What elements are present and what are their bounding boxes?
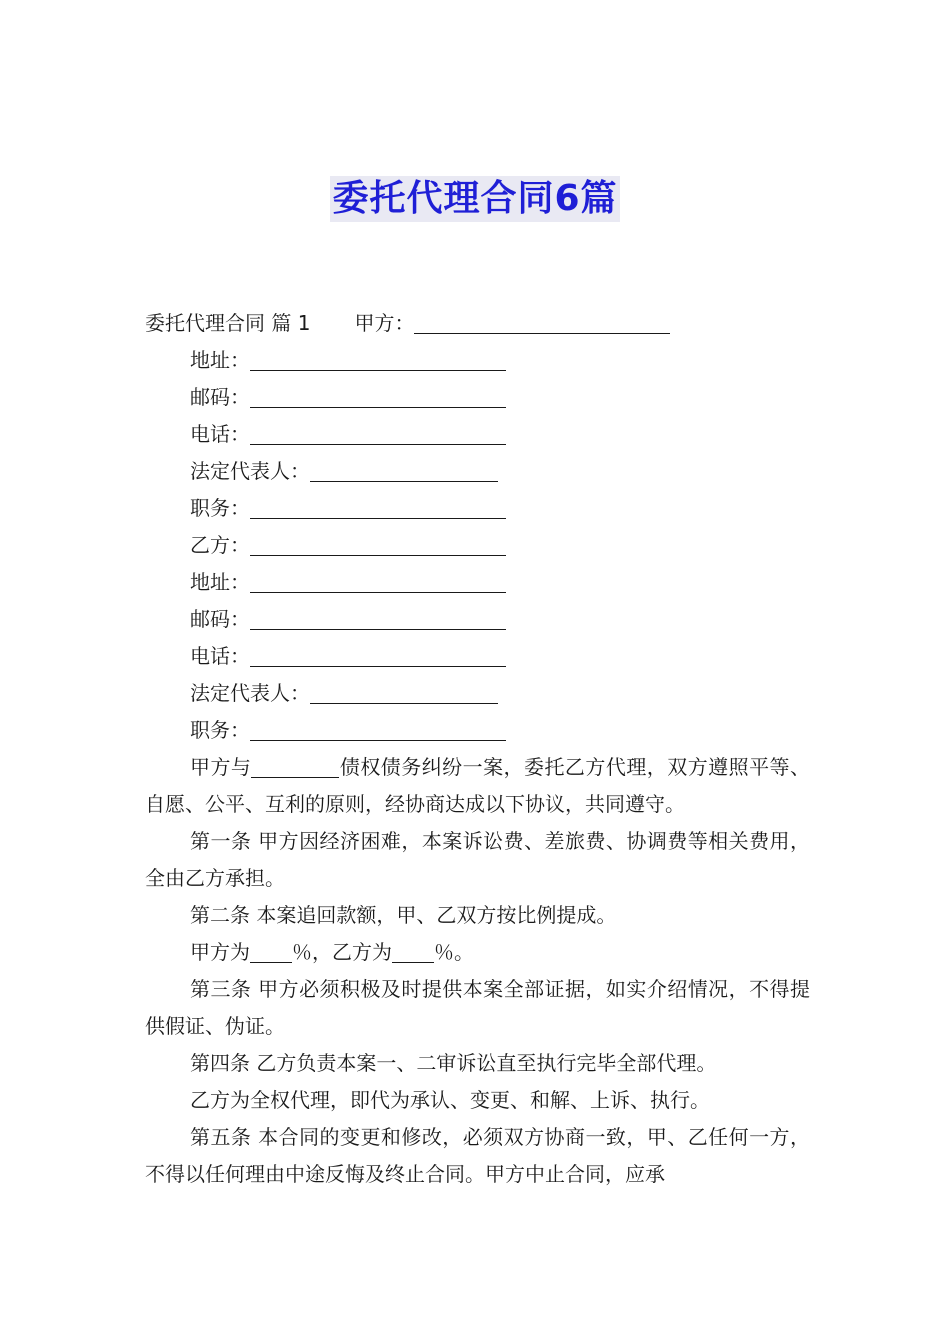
party-a-representative-line	[145, 453, 810, 490]
title-area	[0, 176, 950, 222]
field-blank[interactable]	[250, 496, 506, 519]
field-label: 法定代表人：	[190, 681, 310, 705]
party-a-blank[interactable]	[414, 311, 670, 334]
document-title: 委托代理合同6篇	[330, 176, 619, 222]
field-blank[interactable]	[250, 348, 506, 371]
field-label: 职务：	[190, 496, 250, 520]
paragraph-article-1: 第一条 甲方因经济困难，本案诉讼费、差旅费、协调费等相关费用，全由乙方承担。	[145, 829, 810, 890]
field-label: 乙方：	[190, 533, 250, 557]
paragraph-text: 甲方与	[190, 755, 252, 779]
field-label: 邮码：	[190, 607, 250, 631]
field-label: 法定代表人：	[190, 459, 310, 483]
party-a-position-line	[145, 490, 810, 527]
party-a-phone-line	[145, 416, 810, 453]
party-a-address-line	[145, 342, 810, 379]
paragraph-article-3: 第三条 甲方必须积极及时提供本案全部证据，如实介绍情况，不得提供假证、伪证。	[145, 977, 810, 1038]
party-b-postcode-line	[145, 601, 810, 638]
paragraph-text: 债权债务纠纷一案，委托乙方代理，双方遵照平等、自愿、公平、互利的原则，经协商达成以下协议，共同遵守。	[145, 755, 811, 816]
party-b-ratio-blank[interactable]	[392, 940, 434, 963]
party-b-representative-line	[145, 675, 810, 712]
party-b-position-line	[145, 712, 810, 749]
field-blank[interactable]	[250, 570, 506, 593]
field-label: 电话：	[190, 422, 250, 446]
paragraph-article-5: 第五条 本合同的变更和修改，必须双方协商一致，甲、乙任何一方，不得以任何理由中途反悔及终止合同。甲方中止合同，应承	[145, 1125, 810, 1186]
paragraph-article-4: 第四条 乙方负责本案一、二审诉讼直至执行完毕全部代理。	[190, 1051, 717, 1075]
paragraph-text: ％。	[434, 940, 474, 964]
paragraph-ratio	[145, 934, 810, 971]
paragraph-agency-scope: 乙方为全权代理，即代为承认、变更、和解、上诉、执行。	[190, 1088, 710, 1112]
field-blank[interactable]	[310, 681, 498, 704]
field-blank[interactable]	[250, 533, 506, 556]
paragraph-intro	[145, 749, 810, 823]
field-blank[interactable]	[250, 422, 506, 445]
field-blank[interactable]	[250, 385, 506, 408]
party-a-postcode-line	[145, 379, 810, 416]
party-b-address-line	[145, 564, 810, 601]
field-blank[interactable]	[250, 607, 506, 630]
first-line	[145, 305, 810, 342]
field-label: 电话：	[190, 644, 250, 668]
field-label: 职务：	[190, 718, 250, 742]
party-a-ratio-blank[interactable]	[250, 940, 292, 963]
field-blank[interactable]	[250, 644, 506, 667]
field-label: 地址：	[190, 570, 250, 594]
field-label: 邮码：	[190, 385, 250, 409]
party-a-label: 甲方：	[354, 311, 415, 335]
case-blank[interactable]	[251, 755, 339, 778]
paragraph-article-2: 第二条 本案追回款额，甲、乙双方按比例提成。	[190, 903, 617, 927]
field-blank[interactable]	[250, 718, 506, 741]
party-b-phone-line	[145, 638, 810, 675]
field-label: 地址：	[190, 348, 250, 372]
field-blank[interactable]	[310, 459, 498, 482]
document-body	[145, 305, 810, 1193]
party-b-name-line	[145, 527, 810, 564]
section-label: 委托代理合同 篇 1	[145, 311, 311, 335]
paragraph-text: 甲方为	[190, 940, 250, 964]
paragraph-text: ％，乙方为	[292, 940, 392, 964]
